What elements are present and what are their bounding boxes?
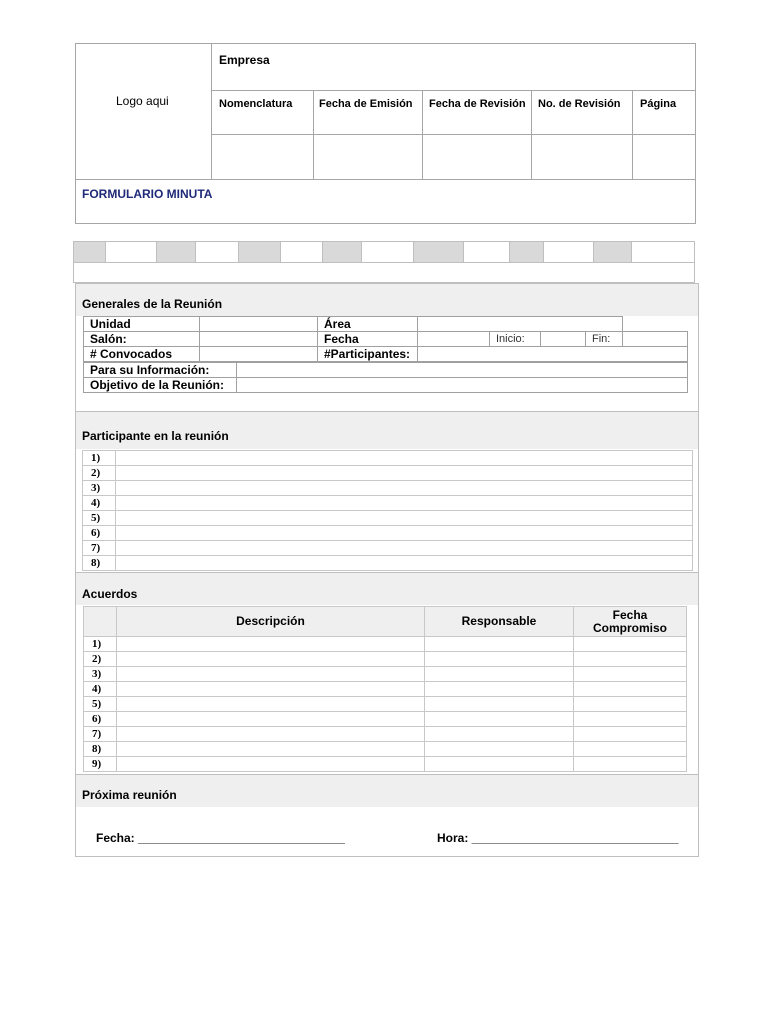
logo-placeholder: Logo aqui [116, 94, 169, 108]
section-title-proxima: Próxima reunión [76, 775, 698, 807]
label-fin: Fin: [586, 332, 623, 347]
compromiso-label: Compromiso [592, 620, 667, 635]
column-header-fecha-emision: Fecha de Emisión [319, 98, 413, 110]
column-header-nomenclatura: Nomenclatura [219, 98, 293, 110]
field-objetivo[interactable] [237, 378, 688, 393]
column-header-fecha-compromiso [574, 607, 687, 637]
participant-row [83, 481, 693, 496]
generales-table [83, 316, 688, 362]
generales-table-2 [83, 362, 688, 393]
column-header-number [84, 607, 117, 637]
fecha-compromiso-field[interactable] [574, 697, 687, 712]
row-number: 3) [83, 481, 116, 496]
responsable-field[interactable] [425, 712, 574, 727]
label-salon: Salón: [84, 332, 200, 347]
column-header-responsable: Responsable [425, 607, 574, 637]
participant-field[interactable] [116, 496, 693, 511]
row-number: 2) [84, 652, 117, 667]
participant-row [83, 511, 693, 526]
label-informacion: Para su Información: [84, 363, 237, 378]
responsable-field[interactable] [425, 742, 574, 757]
responsable-field[interactable] [425, 727, 574, 742]
form-title: FORMULARIO MINUTA [82, 187, 213, 201]
document-header [75, 43, 696, 224]
label-fecha: Fecha [318, 332, 418, 347]
field-unidad[interactable] [200, 317, 318, 332]
row-number: 1) [84, 637, 117, 652]
participant-row [83, 466, 693, 481]
field-participantes[interactable] [418, 347, 688, 362]
decorative-strip [73, 241, 695, 283]
participantes-table [82, 450, 693, 571]
row-number: 8) [83, 556, 116, 571]
row-number: 2) [83, 466, 116, 481]
descripcion-field[interactable] [117, 697, 425, 712]
label-convocados: # Convocados [84, 347, 200, 362]
field-convocados[interactable] [200, 347, 318, 362]
section-participantes [75, 411, 699, 573]
responsable-field[interactable] [425, 682, 574, 697]
participant-field[interactable] [116, 481, 693, 496]
descripcion-field[interactable] [117, 742, 425, 757]
row-number: 1) [83, 451, 116, 466]
descripcion-field[interactable] [117, 667, 425, 682]
acuerdos-table [83, 606, 687, 772]
responsable-field[interactable] [425, 637, 574, 652]
column-header-pagina: Página [640, 98, 677, 110]
section-title-participantes: Participante en la reunión [76, 412, 698, 449]
participant-row [83, 541, 693, 556]
participant-field[interactable] [116, 451, 693, 466]
fecha-line[interactable]: Fecha: _______________________________ [96, 831, 345, 845]
field-salon[interactable] [200, 332, 318, 347]
label-participantes: #Participantes: [318, 347, 418, 362]
field-fecha[interactable] [418, 332, 490, 347]
row-number: 6) [84, 712, 117, 727]
fecha-compromiso-field[interactable] [574, 712, 687, 727]
responsable-field[interactable] [425, 652, 574, 667]
descripcion-field[interactable] [117, 757, 425, 772]
row-number: 5) [83, 511, 116, 526]
acuerdo-row [84, 742, 687, 757]
row-number: 9) [84, 757, 117, 772]
row-number: 4) [83, 496, 116, 511]
descripcion-field[interactable] [117, 637, 425, 652]
participant-field[interactable] [116, 541, 693, 556]
section-title-generales: Generales de la Reunión [76, 284, 698, 316]
column-header-fecha-revision: Fecha de Revisión [429, 98, 526, 110]
fecha-compromiso-field[interactable] [574, 637, 687, 652]
fecha-label: Fecha [612, 607, 648, 622]
column-header-descripcion: Descripción [117, 607, 425, 637]
label-objetivo: Objetivo de la Reunión: [84, 378, 237, 393]
section-title-acuerdos: Acuerdos [76, 573, 698, 605]
acuerdo-row [84, 682, 687, 697]
acuerdo-row [84, 697, 687, 712]
field-area[interactable] [418, 317, 623, 332]
fecha-compromiso-field[interactable] [574, 742, 687, 757]
row-number: 7) [84, 727, 117, 742]
label-area: Área [318, 317, 418, 332]
participant-row [83, 526, 693, 541]
acuerdo-row [84, 652, 687, 667]
descripcion-field[interactable] [117, 682, 425, 697]
column-header-no-revision: No. de Revisión [538, 98, 621, 110]
responsable-field[interactable] [425, 667, 574, 682]
fecha-compromiso-field[interactable] [574, 667, 687, 682]
responsable-field[interactable] [425, 697, 574, 712]
row-number: 7) [83, 541, 116, 556]
field-informacion[interactable] [237, 363, 688, 378]
fecha-compromiso-field[interactable] [574, 757, 687, 772]
section-acuerdos [75, 572, 699, 775]
section-proxima [75, 774, 699, 857]
field-fin[interactable] [623, 332, 688, 347]
participant-row [83, 496, 693, 511]
label-inicio: Inicio: [490, 332, 541, 347]
hora-line[interactable]: Hora: _______________________________ [437, 831, 679, 845]
label-unidad: Unidad [84, 317, 200, 332]
participant-field[interactable] [116, 511, 693, 526]
section-generales [75, 283, 699, 412]
acuerdo-row [84, 712, 687, 727]
acuerdo-row [84, 727, 687, 742]
acuerdo-row [84, 757, 687, 772]
participant-field[interactable] [116, 556, 693, 571]
participant-row [83, 451, 693, 466]
acuerdo-row [84, 637, 687, 652]
participant-field[interactable] [116, 466, 693, 481]
row-number: 3) [84, 667, 117, 682]
row-number: 6) [83, 526, 116, 541]
responsable-field[interactable] [425, 757, 574, 772]
participant-field[interactable] [116, 526, 693, 541]
descripcion-field[interactable] [117, 727, 425, 742]
fecha-compromiso-field[interactable] [574, 652, 687, 667]
descripcion-field[interactable] [117, 652, 425, 667]
descripcion-field[interactable] [117, 712, 425, 727]
participant-row [83, 556, 693, 571]
row-number: 5) [84, 697, 117, 712]
fecha-compromiso-field[interactable] [574, 727, 687, 742]
row-number: 8) [84, 742, 117, 757]
company-label: Empresa [219, 53, 270, 67]
fecha-compromiso-field[interactable] [574, 682, 687, 697]
row-number: 4) [84, 682, 117, 697]
acuerdo-row [84, 667, 687, 682]
field-inicio[interactable] [541, 332, 586, 347]
